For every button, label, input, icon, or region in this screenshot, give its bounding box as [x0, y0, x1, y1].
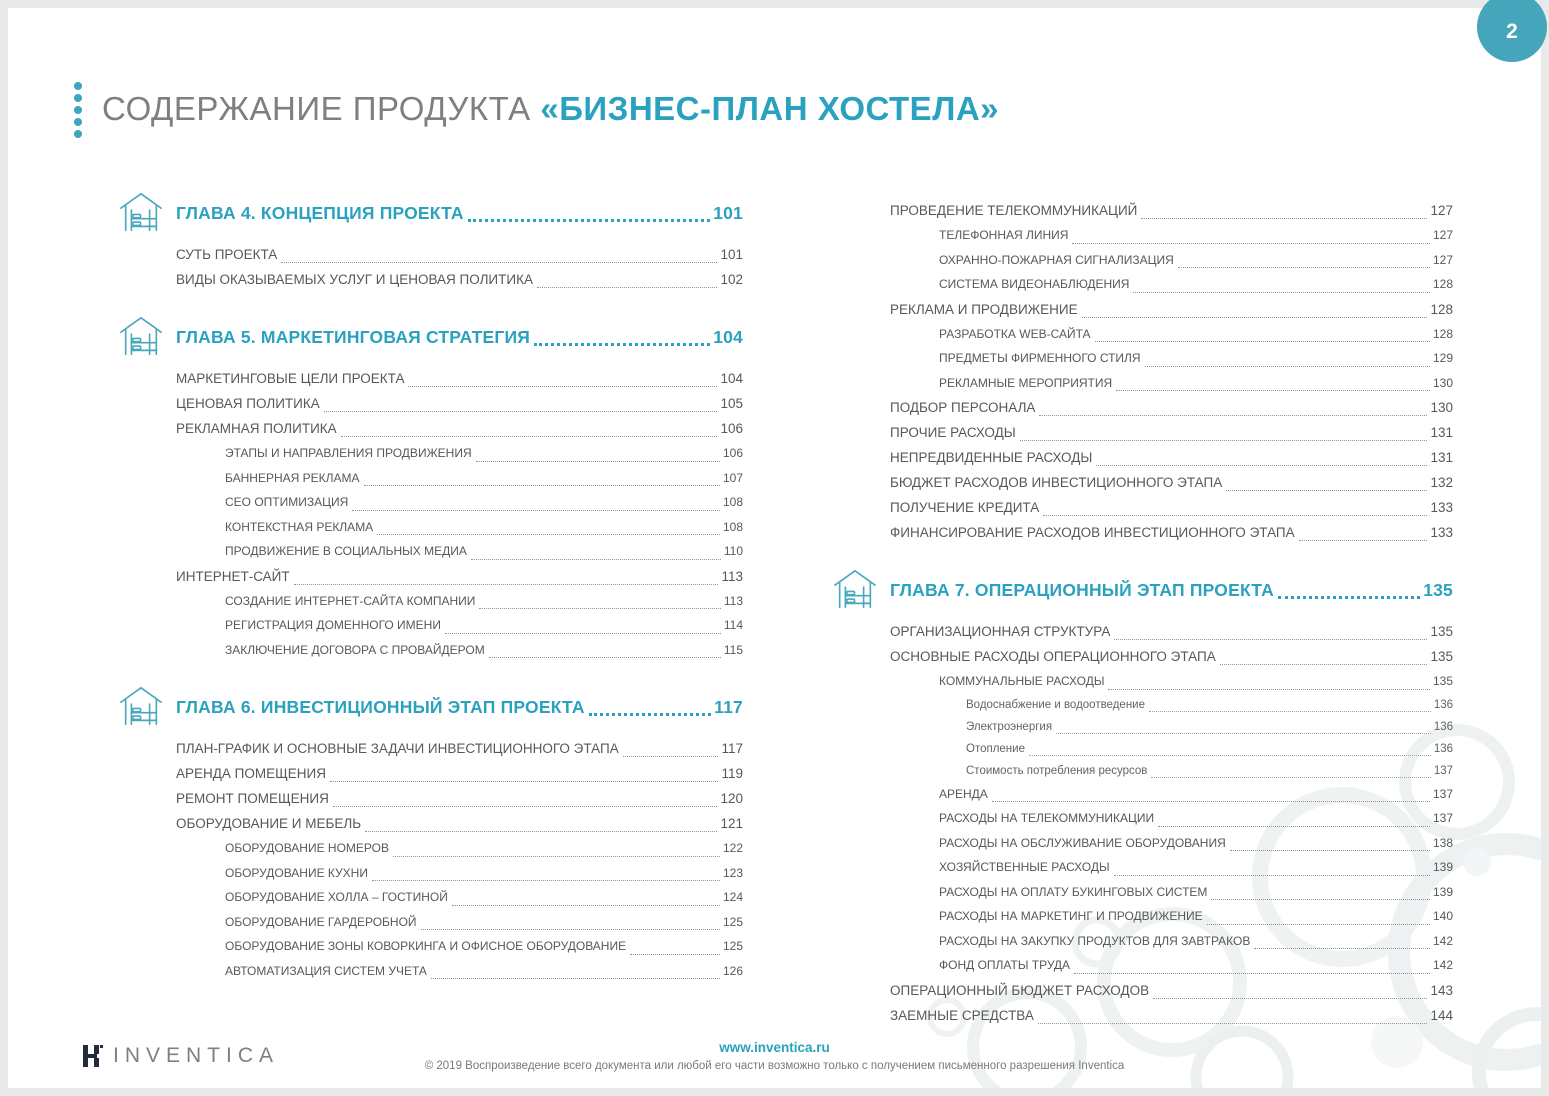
toc-entry: [176, 885, 743, 910]
toc-entry-label: ГЛАВА 4. КОНЦЕПЦИЯ ПРОЕКТА: [176, 203, 464, 223]
page-title-product: «БИЗНЕС-ПЛАН ХОСТЕЛА»: [540, 90, 1000, 127]
page-header: [74, 80, 999, 138]
toc-entry-label: СУТЬ ПРОЕКТА: [176, 247, 278, 262]
toc-entry: [176, 811, 743, 836]
toc-entry: [890, 420, 1453, 445]
toc-entry-label: Отопление: [966, 742, 1025, 755]
toc-entry: [890, 371, 1453, 396]
toc-entry-label: ПРОЧИЕ РАСХОДЫ: [890, 425, 1016, 440]
page-title-prefix: СОДЕРЖАНИЕ ПРОДУКТА: [102, 90, 531, 127]
toc-entry: [890, 806, 1453, 831]
dot-leader: [1056, 733, 1431, 734]
toc-entry-page: 104: [720, 371, 743, 386]
toc-entry-page: 135: [1430, 649, 1453, 664]
toc-entry: [890, 495, 1453, 520]
toc-entry-page: 135: [1432, 674, 1453, 688]
dot-leader: [1230, 850, 1430, 851]
toc-entry-label: ПОЛУЧЕНИЕ КРЕДИТА: [890, 500, 1040, 515]
toc-entry-page: 131: [1430, 450, 1453, 465]
toc-entry: [890, 855, 1453, 880]
toc-entry-label: РАСХОДЫ НА ОПЛАТУ БУКИНГОВЫХ СИСТЕМ: [939, 884, 1208, 899]
dot-leader: [452, 905, 720, 906]
toc-entry-label: РАСХОДЫ НА ОБСЛУЖИВАНИЕ ОБОРУДОВАНИЯ: [939, 835, 1226, 850]
toc-entry: [176, 391, 743, 416]
dot-leader: [468, 219, 710, 222]
dot-leader: [1220, 664, 1428, 665]
toc-entry-page: 130: [1430, 400, 1453, 415]
dot-leader: [1299, 540, 1428, 541]
toc-chapter-heading: [176, 692, 743, 722]
toc-entry-page: 106: [722, 446, 743, 460]
toc-entry-label: ПРОДВИЖЕНИЕ В СОЦИАЛЬНЫХ МЕДИА: [225, 544, 467, 558]
footer-url-link[interactable]: www.inventica.ru: [719, 1040, 830, 1055]
toc-entry-label: ОХРАННО-ПОЖАРНАЯ СИГНАЛИЗАЦИЯ: [939, 252, 1174, 267]
toc-entry: [890, 520, 1453, 545]
dot-leader: [1043, 515, 1427, 516]
toc-entry: [176, 638, 743, 663]
toc-entry: [176, 934, 743, 959]
toc-entry-page: 136: [1433, 720, 1453, 733]
toc-entry: [890, 346, 1453, 371]
dot-leader: [341, 436, 718, 437]
document-page: [8, 8, 1541, 1088]
dot-leader: [623, 756, 719, 757]
toc-entry-label: РАСХОДЫ НА ТЕЛЕКОММУНИКАЦИИ: [939, 811, 1155, 825]
dot-leader: [431, 978, 720, 979]
bunk-bed-house-icon: [118, 683, 164, 729]
dot-leader: [1072, 243, 1430, 244]
toc-entry-label: ОБОРУДОВАНИЕ КУХНИ: [225, 865, 368, 880]
vertical-dots-icon: [74, 80, 82, 138]
toc-entry-label: КОММУНАЛЬНЫЕ РАСХОДЫ: [939, 674, 1105, 688]
toc-entry-label: ОБОРУДОВАНИЕ НОМЕРОВ: [225, 841, 390, 855]
toc-entry-page: 107: [722, 470, 743, 485]
toc-entry: [890, 322, 1453, 347]
toc-entry: [176, 441, 743, 466]
toc-entry-page: 124: [722, 890, 743, 904]
toc-entry-label: РАСХОДЫ НА ЗАКУПКУ ПРОДУКТОВ ДЛЯ ЗАВТРАКОВ: [939, 933, 1251, 948]
toc-entry-label: ФОНД ОПЛАТЫ ТРУДА: [939, 958, 1071, 972]
toc-entry: [890, 445, 1453, 470]
bunk-bed-house-icon: [832, 566, 878, 612]
toc-entry-page: 140: [1432, 909, 1453, 923]
toc-entry-page: 136: [1433, 742, 1453, 755]
toc-entry-page: 121: [720, 816, 743, 831]
toc-entry-page: 131: [1430, 425, 1453, 440]
toc-entry-label: РЕКЛАМА И ПРОДВИЖЕНИЕ: [890, 301, 1078, 317]
toc-entry-label: ФИНАНСИРОВАНИЕ РАСХОДОВ ИНВЕСТИЦИОННОГО ЭТАПА: [890, 525, 1295, 540]
toc-entry: [890, 248, 1453, 273]
toc-entry-label: РАЗРАБОТКА WEB-САЙТА: [939, 326, 1091, 341]
toc-entry: [890, 760, 1453, 782]
toc-entry-page: 125: [722, 914, 743, 929]
toc-entry: [890, 880, 1453, 905]
toc-entry-page: 135: [1430, 624, 1453, 639]
dot-leader: [333, 806, 718, 807]
toc-entry-page: 101: [713, 203, 743, 223]
dot-leader: [1153, 998, 1427, 999]
toc-entry-label: РЕГИСТРАЦИЯ ДОМЕННОГО ИМЕНИ: [225, 618, 441, 632]
dot-leader: [1151, 777, 1430, 778]
toc-entry-page: 139: [1432, 884, 1453, 899]
toc-entry-page: 120: [720, 791, 743, 806]
toc-entry-label: БАННЕРНАЯ РЕКЛАМА: [225, 470, 360, 485]
toc-entry-page: 113: [721, 568, 743, 584]
toc-entry: [890, 953, 1453, 978]
toc-entry: [890, 272, 1453, 297]
toc-entry-page: 143: [1430, 982, 1453, 998]
dot-leader: [1254, 948, 1430, 949]
toc-entry-page: 128: [1432, 326, 1453, 341]
dot-leader: [330, 781, 718, 782]
toc-entry: [890, 782, 1453, 807]
toc-entry-page: 115: [723, 642, 743, 657]
dot-leader: [1211, 899, 1430, 900]
toc-entry: [176, 366, 743, 391]
dot-leader: [281, 262, 717, 263]
toc-entry-label: ЗАЕМНЫЕ СРЕДСТВА: [890, 1007, 1034, 1023]
toc-entry: [176, 515, 743, 540]
toc-entry-label: Электроэнергия: [966, 720, 1053, 733]
toc-entry: [890, 198, 1453, 223]
toc-entry-label: ОРГАНИЗАЦИОННАЯ СТРУКТУРА: [890, 624, 1111, 639]
toc-entry-label: ХОЗЯЙСТВЕННЫЕ РАСХОДЫ: [939, 860, 1110, 874]
dot-leader: [476, 461, 720, 462]
toc-entry-page: 133: [1430, 525, 1453, 540]
dot-leader: [377, 534, 720, 535]
toc-entry: [890, 297, 1453, 322]
dot-leader: [1133, 292, 1430, 293]
toc-entry-page: 139: [1432, 860, 1453, 874]
toc-entry: [176, 959, 743, 984]
dot-leader: [589, 713, 711, 716]
toc-entry-page: 125: [722, 939, 743, 953]
dot-leader: [1096, 465, 1427, 466]
toc-entry: [176, 613, 743, 638]
toc-entry-label: ОБОРУДОВАНИЕ И МЕБЕЛЬ: [176, 816, 362, 831]
dot-leader: [534, 343, 710, 346]
toc-entry-page: 137: [1432, 786, 1453, 801]
toc-entry-page: 117: [721, 741, 743, 756]
footer-copyright: © 2019 Воспроизведение всего документа или любой его части возможно только с получением письменного разрешения Inventica: [424, 1060, 1125, 1072]
toc-entry-page: 106: [720, 421, 743, 436]
toc-entry-page: 135: [1423, 580, 1453, 600]
toc-entry-page: 104: [713, 327, 743, 347]
toc-entry-label: ПРОВЕДЕНИЕ ТЕЛЕКОММУНИКАЦИЙ: [890, 203, 1138, 218]
dot-leader: [1038, 1023, 1428, 1024]
toc-entry: [176, 539, 743, 564]
toc-entry-page: 108: [722, 519, 743, 534]
dot-leader: [992, 801, 1430, 802]
toc-entry-page: 133: [1430, 500, 1453, 515]
toc-entry-label: ПЛАН-ГРАФИК И ОСНОВНЫЕ ЗАДАЧИ ИНВЕСТИЦИОННОГО ЭТАПА: [176, 741, 619, 756]
dot-leader: [365, 831, 717, 832]
toc-column-right: [890, 198, 1453, 1028]
toc-entry-label: ОСНОВНЫЕ РАСХОДЫ ОПЕРАЦИОННОГО ЭТАПА: [890, 649, 1216, 664]
dot-leader: [1114, 639, 1427, 640]
dot-leader: [1158, 826, 1430, 827]
toc-entry: [176, 490, 743, 515]
toc-entry: [890, 395, 1453, 420]
dot-leader: [1178, 267, 1430, 268]
toc-entry-label: ГЛАВА 7. ОПЕРАЦИОННЫЙ ЭТАП ПРОЕКТА: [890, 580, 1274, 600]
dot-leader: [1145, 366, 1430, 367]
toc-entry: [176, 242, 743, 267]
dot-leader: [1114, 875, 1430, 876]
toc-entry-label: РАСХОДЫ НА МАРКЕТИНГ И ПРОДВИЖЕНИЕ: [939, 909, 1203, 923]
toc-entry: [176, 786, 743, 811]
toc-entry-page: 144: [1430, 1007, 1453, 1023]
page-title: [102, 90, 999, 128]
toc-entry: [890, 929, 1453, 954]
dot-leader: [537, 287, 718, 288]
toc-entry: [176, 761, 743, 786]
dot-leader: [1074, 973, 1430, 974]
dot-leader: [294, 584, 719, 585]
toc-entry: [176, 466, 743, 491]
footer: [8, 1039, 1541, 1072]
toc-entry-label: ТЕЛЕФОННАЯ ЛИНИЯ: [939, 228, 1069, 242]
dot-leader: [1149, 711, 1431, 712]
toc-entry-label: Стоимость потребления ресурсов: [966, 764, 1148, 777]
toc-entry-label: ОБОРУДОВАНИЕ ЗОНЫ КОВОРКИНГА И ОФИСНОЕ ОБОРУДОВАНИЕ: [225, 939, 627, 953]
toc-entry: [176, 564, 743, 589]
dot-leader: [1108, 689, 1429, 690]
toc-entry-label: ПРЕДМЕТЫ ФИРМЕННОГО СТИЛЯ: [939, 351, 1141, 365]
toc-entry: [176, 910, 743, 935]
toc-entry-page: 113: [723, 593, 743, 608]
toc-chapter-heading: [176, 322, 743, 352]
toc-entry-page: 117: [714, 697, 743, 717]
toc-entry: [176, 861, 743, 886]
toc-entry: [176, 416, 743, 441]
dot-leader: [408, 386, 717, 387]
toc-entry: [890, 904, 1453, 929]
toc-entry-page: 102: [720, 272, 743, 287]
toc-entry-label: АВТОМАТИЗАЦИЯ СИСТЕМ УЧЕТА: [225, 963, 427, 978]
toc-entry-page: 128: [1432, 277, 1453, 291]
dot-leader: [1029, 755, 1431, 756]
toc-entry: [890, 978, 1453, 1003]
toc-entry: [176, 589, 743, 614]
toc-entry-label: ПОДБОР ПЕРСОНАЛА: [890, 400, 1036, 415]
toc-entry-label: ЦЕНОВАЯ ПОЛИТИКА: [176, 396, 320, 411]
toc-entry: [890, 694, 1453, 716]
toc-entry-page: 126: [722, 963, 743, 978]
dot-leader: [1039, 415, 1427, 416]
dot-leader: [471, 559, 721, 560]
toc-entry-label: ОБОРУДОВАНИЕ ГАРДЕРОБНОЙ: [225, 914, 417, 929]
toc-entry-page: 138: [1432, 835, 1453, 850]
toc-column-left: [176, 198, 743, 983]
toc-entry: [890, 644, 1453, 669]
toc-chapter-heading: [176, 198, 743, 228]
toc-entry: [890, 223, 1453, 248]
toc-entry-page: 137: [1433, 764, 1453, 777]
toc-entry-label: ГЛАВА 5. МАРКЕТИНГОВАЯ СТРАТЕГИЯ: [176, 327, 531, 347]
toc-entry-label: ОБОРУДОВАНИЕ ХОЛЛА – ГОСТИНОЙ: [225, 890, 448, 904]
dot-leader: [445, 633, 721, 634]
toc-entry: [890, 738, 1453, 760]
toc-entry-page: 137: [1432, 811, 1453, 825]
toc-entry: [176, 736, 743, 761]
toc-entry-label: КОНТЕКСТНАЯ РЕКЛАМА: [225, 519, 374, 534]
toc-entry-page: 142: [1432, 958, 1453, 972]
toc-entry-label: СОЗДАНИЕ ИНТЕРНЕТ-САЙТА КОМПАНИИ: [225, 593, 476, 608]
toc-entry-label: ГЛАВА 6. ИНВЕСТИЦИОННЫЙ ЭТАП ПРОЕКТА: [176, 697, 585, 717]
dot-leader: [352, 510, 720, 511]
dot-leader: [421, 929, 720, 930]
toc-entry-page: 108: [722, 495, 743, 509]
toc-entry: [890, 619, 1453, 644]
toc-entry: [890, 716, 1453, 738]
toc-entry-label: ВИДЫ ОКАЗЫВАЕМЫХ УСЛУГ И ЦЕНОВАЯ ПОЛИТИКА: [176, 272, 533, 287]
toc-entry-label: ОПЕРАЦИОННЫЙ БЮДЖЕТ РАСХОДОВ: [890, 982, 1150, 998]
dot-leader: [479, 608, 720, 609]
toc-entry-label: НЕПРЕДВИДЕННЫЕ РАСХОДЫ: [890, 450, 1093, 465]
toc-entry-label: РЕМОНТ ПОМЕЩЕНИЯ: [176, 791, 329, 806]
toc-entry-page: 110: [723, 544, 743, 558]
dot-leader: [1207, 924, 1430, 925]
toc-entry-page: 128: [1430, 301, 1453, 317]
toc-entry-label: СИСТЕМА ВИДЕОНАБЛЮДЕНИЯ: [939, 277, 1130, 291]
toc-entry: [890, 669, 1453, 694]
dot-leader: [1116, 390, 1430, 391]
dot-leader: [1095, 341, 1430, 342]
toc-entry-page: 136: [1433, 698, 1453, 711]
logo-text: INVENTICA: [113, 1044, 280, 1067]
toc-entry: [890, 1003, 1453, 1028]
bunk-bed-house-icon: [118, 189, 164, 235]
toc-entry-label: РЕКЛАМНЫЕ МЕРОПРИЯТИЯ: [939, 375, 1113, 390]
bunk-bed-house-icon: [118, 313, 164, 359]
toc-entry-page: 105: [720, 396, 743, 411]
dot-leader: [1082, 317, 1428, 318]
toc-entry-page: 119: [721, 766, 743, 781]
toc-entry-page: 127: [1432, 228, 1453, 242]
toc-entry-label: АРЕНДА ПОМЕЩЕНИЯ: [176, 766, 326, 781]
page-number: 2: [1506, 20, 1518, 43]
toc-entry-label: СЕО ОПТИМИЗАЦИЯ: [225, 495, 349, 509]
dot-leader: [1020, 440, 1428, 441]
dot-leader: [1226, 490, 1427, 491]
toc-entry-label: ЭТАПЫ И НАПРАВЛЕНИЯ ПРОДВИЖЕНИЯ: [225, 446, 472, 460]
dot-leader: [372, 880, 720, 881]
table-of-contents: [8, 8, 1541, 1088]
toc-entry-label: ИНТЕРНЕТ-САЙТ: [176, 568, 290, 584]
toc-entry-page: 123: [722, 865, 743, 880]
toc-entry-page: 127: [1430, 203, 1453, 218]
toc-entry-label: Водоснабжение и водоотведение: [966, 698, 1145, 711]
toc-entry-label: БЮДЖЕТ РАСХОДОВ ИНВЕСТИЦИОННОГО ЭТАПА: [890, 475, 1223, 490]
toc-entry-page: 129: [1432, 351, 1453, 365]
toc-entry-label: РЕКЛАМНАЯ ПОЛИТИКА: [176, 421, 337, 436]
toc-entry-page: 101: [720, 247, 743, 262]
toc-entry-page: 142: [1432, 933, 1453, 948]
toc-entry: [176, 836, 743, 861]
dot-leader: [393, 856, 720, 857]
toc-chapter-heading: [890, 575, 1453, 605]
toc-entry-page: 127: [1432, 252, 1453, 267]
dot-leader: [630, 954, 720, 955]
dot-leader: [1141, 218, 1427, 219]
toc-entry: [890, 831, 1453, 856]
dot-leader: [324, 411, 718, 412]
toc-entry-page: 114: [723, 618, 743, 632]
toc-entry-page: 130: [1432, 375, 1453, 390]
dot-leader: [489, 657, 721, 658]
toc-entry-page: 122: [722, 841, 743, 855]
toc-entry-label: АРЕНДА: [939, 786, 988, 801]
toc-entry-page: 132: [1430, 475, 1453, 490]
toc-entry: [890, 470, 1453, 495]
toc-entry: [176, 267, 743, 292]
dot-leader: [1278, 596, 1420, 599]
toc-entry-label: МАРКЕТИНГОВЫЕ ЦЕЛИ ПРОЕКТА: [176, 371, 405, 386]
toc-entry-label: ЗАКЛЮЧЕНИЕ ДОГОВОРА С ПРОВАЙДЕРОМ: [225, 642, 485, 657]
dot-leader: [364, 485, 720, 486]
